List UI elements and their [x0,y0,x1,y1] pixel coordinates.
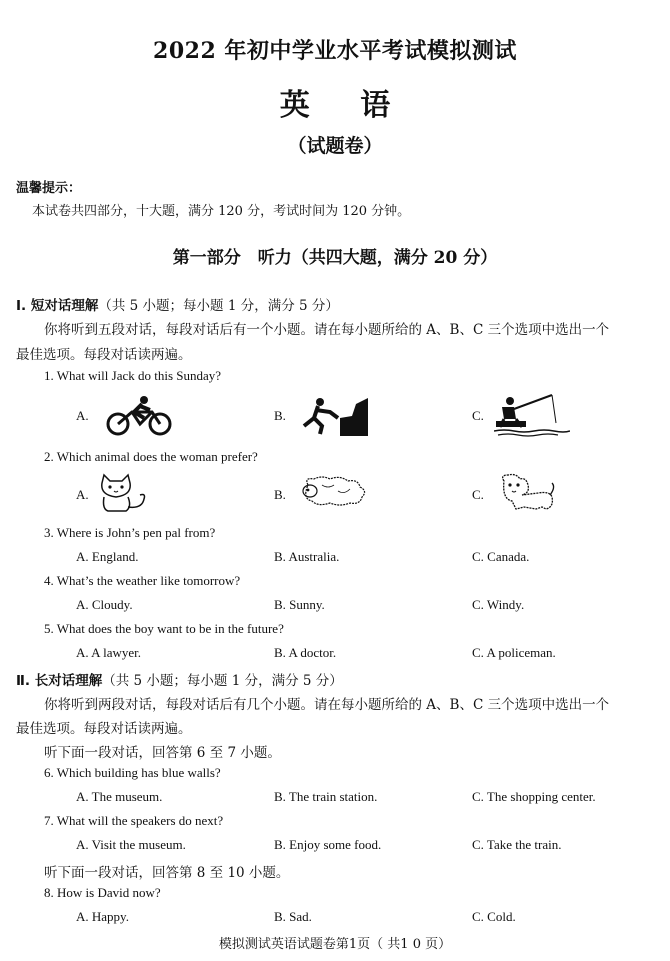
section2-heading-note: （共 5 小题；每小题 1 分，满分 5 分） [102,673,343,689]
question-6-option-c: C. The shopping center. [472,789,596,804]
question-3-option-a: A. England. [76,549,139,564]
question-6-option-b: B. The train station. [274,789,378,804]
section1-instruction-line1: 你将听到五段对话，每段对话后有一个小题。请在每小题所给的 A、B、C 三个选项中选出一个 [44,322,610,338]
question-7-option-b: B. Enjoy some food. [274,837,382,852]
fishing-picture-icon [494,393,570,437]
question-8-option-a: A. Happy. [76,909,129,924]
dog-picture-icon [496,473,556,513]
question-2-option-b: B. [274,487,286,502]
question-7-option-a: A. Visit the museum. [76,837,186,852]
question-1-option-a: A. [76,408,89,423]
section2-heading [16,669,343,689]
question-7-option-c: C. Take the train. [472,837,562,852]
exam-title: 2022 年初中学业水平考试模拟测试 [153,38,517,64]
question-5-option-b: B. A doctor. [274,645,337,660]
question-1-stem: 1. What will Jack do this Sunday? [44,368,222,383]
section1-heading-label: Ⅰ. 短对话理解 [16,298,99,314]
question-2-option-a: A. [76,487,89,502]
question-5-option-c: C. A policeman. [472,645,556,660]
section1-instruction-line2: 最佳选项。每段对话读两遍。 [16,347,192,363]
question-8-option-c: C. Cold. [472,909,516,924]
exam-subject: 英 语 [279,88,391,123]
question-2-option-c: C. [472,487,484,502]
section2-instruction-line2: 最佳选项。每段对话读两遍。 [16,721,192,737]
exam-subtitle: （试题卷） [287,135,383,157]
question-5-option-a: A. A lawyer. [76,645,141,660]
hiking-picture-icon [300,396,370,436]
section1-heading [16,294,339,314]
question-5-stem: 5. What does the boy want to be in the future? [44,621,284,636]
question-3-option-b: B. Australia. [274,549,340,564]
question-2-stem: 2. Which animal does the woman prefer? [44,449,258,464]
question-8-stem: 8. How is David now? [44,885,161,900]
section2-heading-label: Ⅱ. 长对话理解 [16,673,103,689]
section1-heading-note: （共 5 小题；每小题 1 分，满分 5 分） [98,298,339,314]
question-3-option-c: C. Canada. [472,549,530,564]
question-6-stem: 6. Which building has blue walls? [44,765,221,780]
tips-text: 本试卷共四部分，十大题，满分 120 分，考试时间为 120 分钟。 [32,204,411,219]
cat-picture-icon [96,473,152,513]
question-6-option-a: A. The museum. [76,789,163,804]
question-8-option-b: B. Sad. [274,909,312,924]
section2-instruction-line1: 你将听到两段对话，每段对话后有几个小题。请在每小题所给的 A、B、C 三个选项中选出一个 [44,697,610,713]
question-1-option-b: B. [274,408,286,423]
question-4-option-a: A. Cloudy. [76,597,133,612]
sheep-picture-icon [294,475,372,509]
section2-lead-1: 听下面一段对话，回答第 6 至 7 小题。 [44,745,281,761]
cycling-picture-icon [104,396,174,436]
section2-lead-2: 听下面一段对话，回答第 8 至 10 小题。 [44,865,290,881]
tips-label: 温馨提示： [16,181,82,196]
question-4-stem: 4. What’s the weather like tomorrow? [44,573,241,588]
page-footer: 模拟测试英语试题卷第1页（ 共1 0 页） [218,937,452,952]
question-4-option-c: C. Windy. [472,597,525,612]
question-1-option-c: C. [472,408,484,423]
question-3-stem: 3. Where is John’s pen pal from? [44,525,216,540]
question-4-option-b: B. Sunny. [274,597,325,612]
question-7-stem: 7. What will the speakers do next? [44,813,224,828]
part1-title: 第一部分 听力（共四大题，满分 20 分） [172,248,498,268]
